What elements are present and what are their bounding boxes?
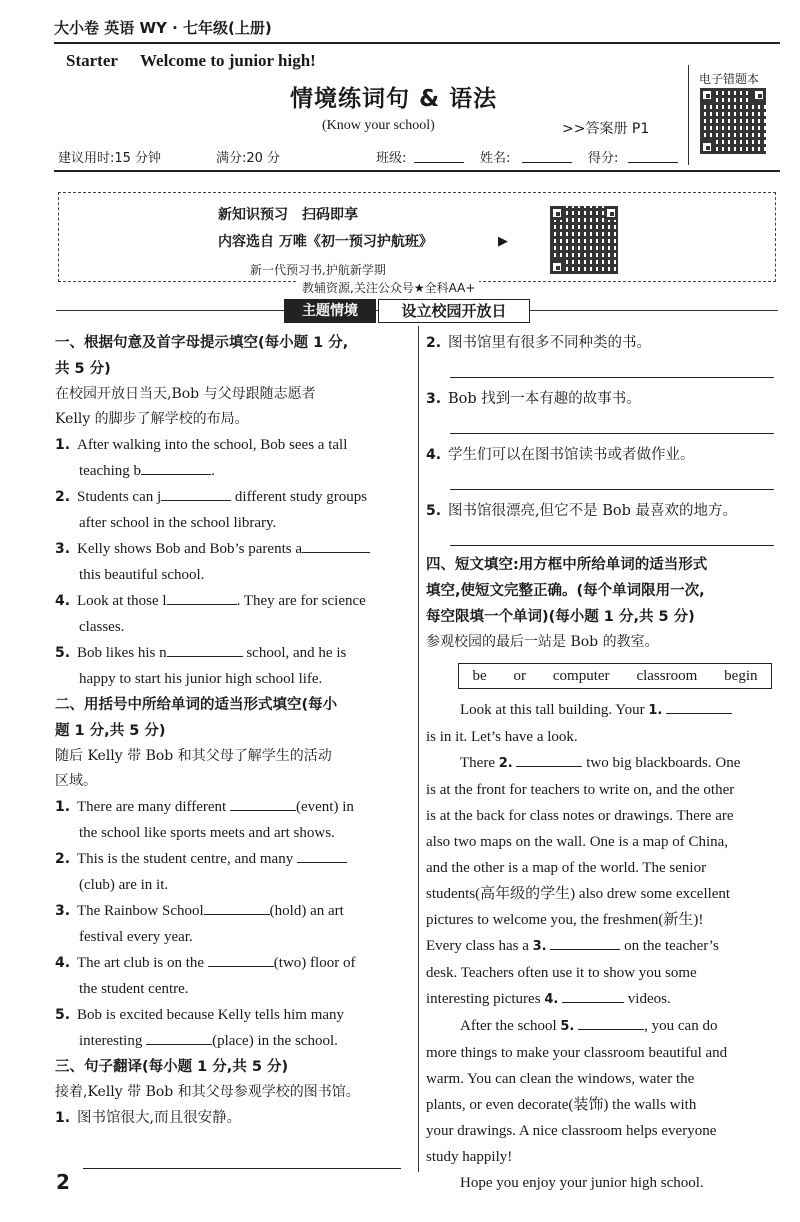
list-item: 4. 学生们可以在图书馆读书或者做作业。	[426, 447, 695, 463]
answer-reference: >>答案册 P1	[562, 121, 650, 137]
blank-input[interactable]	[167, 656, 243, 657]
blank-input[interactable]	[578, 1029, 644, 1030]
passage: Look at this tall building. Your 1. is in it. Let’s have a look. There 2. two big blackboards. One is at the front for teachers to write on, and the other is at the back for class notes or drawings. There are also two maps on the wall. One is a map of China, and the other is a map of the world. The senior students(高年级的学生) also drew some excellent pictures to welcome you, the freshmen(新生)! Every class has a 3. on the teacher’s desk. Teachers often use it to show you some interesting pictures 4. videos. After the school 5. , you can do more things to make your classroom beautiful and warm. You can clean the windows, water the plants, or even decorate(装饰) the walls with your drawings. A nice classroom helps everyone study happily! Hope you enjoy your junior high school.	[426, 702, 741, 1191]
play-arrow-icon: ▶	[498, 234, 508, 249]
list-item: 1. There are many different (event) in the school like sports meets and art shows.	[55, 799, 354, 841]
promo-qr-code[interactable]	[550, 206, 618, 274]
right-column	[426, 330, 782, 1196]
section1-list	[55, 432, 413, 692]
theme-name: 设立校园开放日	[378, 299, 530, 323]
name-field[interactable]	[522, 162, 572, 163]
blank-input[interactable]	[146, 1044, 212, 1045]
section2-intro: 随后 Kelly 带 Bob 和其父母了解学生的活动 区域。	[55, 748, 332, 789]
book-title: 大小卷 英语 WY · 七年级(上册)	[54, 19, 272, 37]
score-field[interactable]	[628, 162, 678, 163]
section2-list	[55, 794, 413, 1054]
suggested-time: 建议用时:15 分钟	[58, 151, 162, 166]
promo-line-1: 新知识预习 扫码即享	[218, 207, 358, 223]
column-divider	[418, 326, 419, 1172]
name-label: 姓名:	[480, 151, 511, 166]
list-item: 2. 图书馆里有很多不同种类的书。	[426, 335, 651, 351]
class-field[interactable]	[414, 162, 464, 163]
section1-heading: 一、根据句意及首字母提示填空(每小题 1 分, 共 5 分)	[55, 335, 349, 377]
list-item: 4. Look at those l . They are for science classes.	[55, 593, 366, 635]
list-item: 3. Bob 找到一本有趣的故事书。	[426, 391, 641, 407]
blank-input[interactable]	[230, 810, 296, 811]
blank-input[interactable]	[161, 500, 231, 501]
full-score: 满分:20 分	[216, 151, 281, 166]
word-option: or	[513, 667, 526, 684]
list-item: 2. This is the student centre, and many (club) are in it.	[55, 846, 413, 898]
blank-input[interactable]	[167, 604, 237, 605]
section1-intro: 在校园开放日当天,Bob 与父母跟随志愿者 Kelly 的脚步了解学校的布局。	[55, 386, 316, 427]
section4-heading: 四、短文填空:用方框中所给单词的适当形式 填空,使短文完整正确。(每个单词限用一次, 每空限填一个单词)(每小题 1 分,共 5 分)	[426, 557, 708, 625]
list-item: 4. The art club is on the (two) floor of the student centre.	[55, 955, 356, 997]
error-book-label: 电子错题本	[699, 72, 760, 86]
blank-input[interactable]	[141, 474, 211, 475]
page-subtitle: (Know your school)	[322, 118, 435, 133]
page-title: 情境练词句 & 语法	[290, 86, 498, 112]
blank-input[interactable]	[297, 862, 347, 863]
left-column	[55, 330, 413, 1169]
answer-line[interactable]	[450, 544, 774, 546]
divider	[688, 65, 689, 165]
answer-line[interactable]	[450, 488, 774, 490]
section4-intro: 参观校园的最后一站是 Bob 的教室。	[426, 634, 659, 650]
page-number: 2	[56, 1170, 70, 1194]
word-option: begin	[724, 667, 758, 684]
blank-input[interactable]	[666, 713, 732, 714]
section3-heading: 三、句子翻译(每小题 1 分,共 5 分)	[55, 1059, 289, 1075]
unit-title: Welcome to junior high!	[140, 51, 316, 70]
list-item: 5. 图书馆很漂亮,但它不是 Bob 最喜欢的地方。	[426, 503, 737, 519]
section3-intro: 接着,Kelly 带 Bob 和其父母参观学校的图书馆。	[55, 1084, 360, 1100]
answer-line[interactable]	[83, 1167, 401, 1169]
answer-line[interactable]	[450, 376, 774, 378]
list-item: 3. Kelly shows Bob and Bob’s parents a this beautiful school.	[55, 536, 413, 588]
theme-tag: 主题情境	[284, 299, 376, 323]
blank-input[interactable]	[302, 552, 370, 553]
score-label: 得分:	[588, 151, 619, 166]
error-book-qr-code[interactable]	[700, 88, 766, 154]
promo-line-2: 内容选自 万唯《初一预习护航班》	[218, 234, 433, 250]
answer-line[interactable]	[450, 432, 774, 434]
blank-input[interactable]	[550, 949, 620, 950]
blank-input[interactable]	[516, 766, 582, 767]
class-label: 班级:	[376, 151, 407, 166]
word-option: classroom	[636, 667, 698, 684]
word-option: be	[472, 667, 487, 684]
blank-input[interactable]	[208, 966, 274, 967]
list-item: 1. 图书馆很大,而且很安静。	[55, 1110, 242, 1126]
section2-heading: 二、用括号中所给单词的适当形式填空(每小 题 1 分,共 5 分)	[55, 697, 338, 739]
blank-input[interactable]	[562, 1002, 624, 1003]
promo-footer: 教辅资源,关注公众号★全科AA+	[298, 279, 479, 296]
word-box	[458, 663, 772, 689]
list-item: 1. After walking into the school, Bob sees a tall teaching b .	[55, 437, 348, 479]
word-option: computer	[552, 667, 610, 684]
list-item: 3. The Rainbow School (hold) an art festival every year.	[55, 903, 344, 945]
list-item: 5. Bob is excited because Kelly tells him many interesting (place) in the school.	[55, 1007, 345, 1049]
list-item: 5. Bob likes his n school, and he is happy to start his junior high school life.	[55, 645, 347, 687]
blank-input[interactable]	[204, 914, 270, 915]
promo-line-3: 新一代预习书,护航新学期	[250, 263, 386, 277]
unit-label: Starter	[66, 51, 118, 70]
list-item: 2. Students can j different study groups after school in the school library.	[55, 489, 368, 531]
